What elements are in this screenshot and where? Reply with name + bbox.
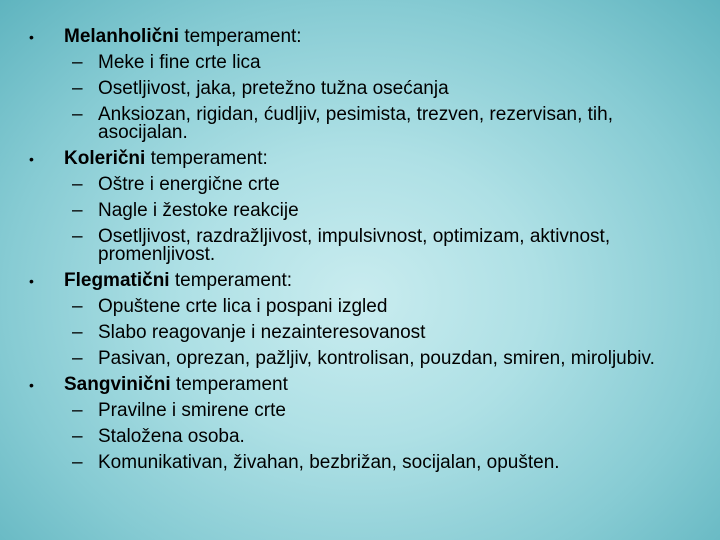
list-item: – Meke i fine crte lica: [26, 50, 706, 76]
topic-name: Flegmatični: [64, 270, 170, 291]
topic-heading: [26, 372, 706, 398]
topic-suffix: temperament: [170, 374, 288, 395]
dash-icon: –: [72, 400, 83, 421]
topic-phlegmatic: [26, 268, 706, 372]
dash-icon: –: [72, 104, 83, 125]
topic-name: Sangvinični: [64, 374, 171, 395]
dash-icon: –: [72, 78, 83, 99]
dash-icon: –: [72, 226, 83, 247]
bullet-icon: •: [29, 273, 34, 289]
dash-icon: –: [72, 52, 83, 73]
list-item: – Oštre i energične crte: [26, 172, 706, 198]
topic-name: Melanholični: [64, 26, 180, 47]
topic-heading: [26, 24, 706, 50]
list-item: – Anksiozan, rigidan, ćudljiv, pesimista, trezven, rezervisan, tih, asocijalan.: [72, 104, 613, 143]
list-item: – Komunikativan, živahan, bezbrižan, socijalan, opušten.: [26, 450, 706, 476]
topic-melancholic: [26, 24, 706, 146]
dash-icon: –: [72, 452, 83, 473]
list-item: – Pasivan, oprezan, pažljiv, kontrolisan, pouzdan, smiren, miroljubiv.: [26, 346, 706, 372]
dash-icon: –: [72, 348, 83, 369]
list-item: – Slabo reagovanje i nezainteresovanost: [26, 320, 706, 346]
bullet-icon: •: [29, 151, 34, 167]
bullet-icon: •: [29, 377, 34, 393]
bullet-icon: •: [29, 29, 34, 45]
list-item: – Nagle i žestoke reakcije: [26, 198, 706, 224]
dash-icon: –: [72, 174, 83, 195]
topic-suffix: temperament:: [169, 270, 293, 291]
topic-choleric: [26, 146, 706, 268]
topic-suffix: temperament:: [145, 148, 268, 169]
topic-name: Kolerični: [64, 148, 146, 169]
topic-heading: [26, 268, 706, 294]
list-item: – Osetljivost, jaka, pretežno tužna osećanja: [26, 76, 706, 102]
dash-icon: –: [72, 200, 83, 221]
list-item: – Osetljivost, razdražljivost, impulsivnost, optimizam, aktivnost, promenljivost.: [72, 226, 611, 265]
list-item: – Opuštene crte lica i pospani izgled: [26, 294, 706, 320]
list-item: – Pravilne i smirene crte: [26, 398, 706, 424]
topic-heading: [26, 146, 706, 172]
topic-sanguine: [26, 372, 706, 476]
dash-icon: –: [72, 426, 83, 447]
bullet-list: [26, 24, 706, 476]
topic-suffix: temperament:: [179, 26, 302, 47]
dash-icon: –: [72, 296, 83, 317]
list-item: – Staložena osoba.: [26, 424, 706, 450]
dash-icon: –: [72, 322, 83, 343]
